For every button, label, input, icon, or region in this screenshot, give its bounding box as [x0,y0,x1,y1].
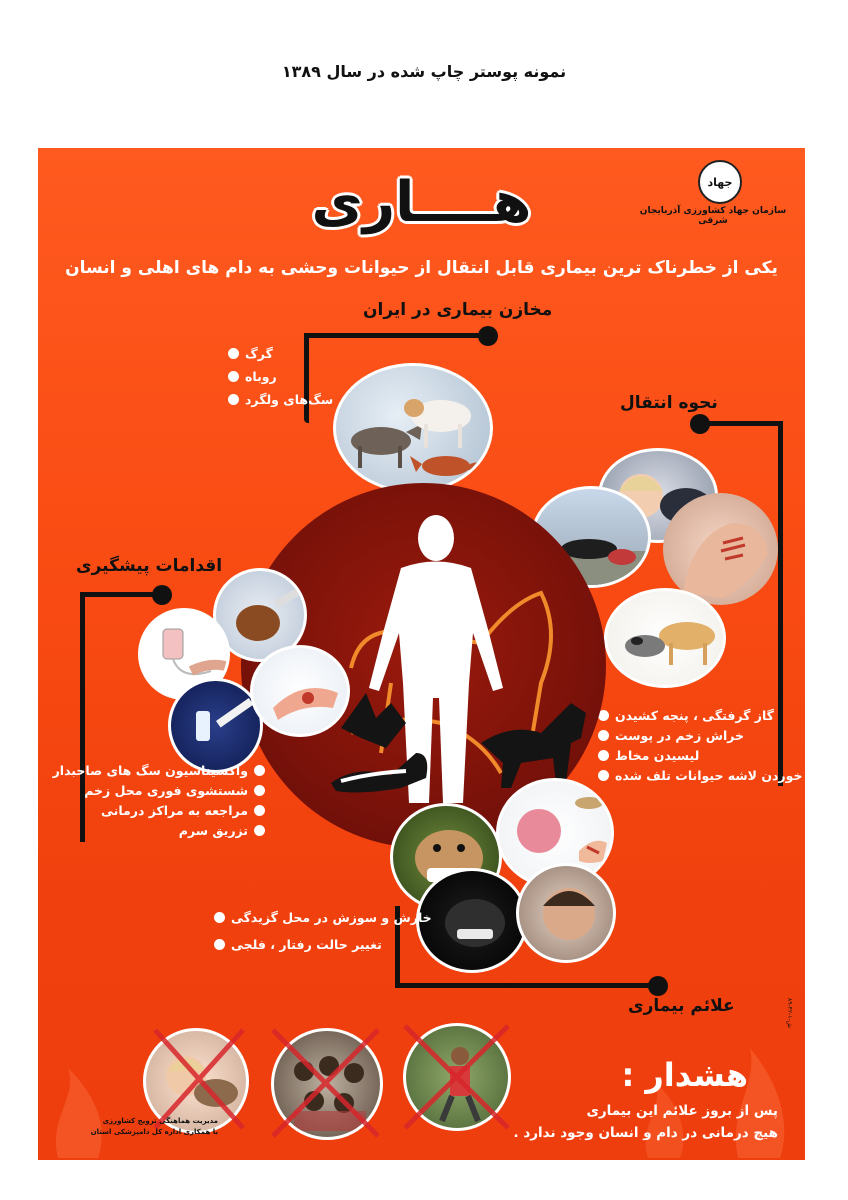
list-item: لیسیدن مخاط [598,748,790,763]
org-logo: جهاد [698,160,742,204]
poster-subtitle: یکی از خطرناک ترین بیماری قابل انتقال از حیوانات وحشی به دام های اهلی و انسان [65,258,778,278]
transmission-line-h [698,421,782,426]
scratched-hand-photo [663,493,778,605]
human-figure-icon [369,515,503,803]
list-item: خوردن لاشه حیوانات تلف شده [598,768,790,783]
list-item: خراش زخم در پوست [598,728,790,743]
poster-title: هــــاری [311,170,532,235]
symptoms-title: علائم بیماری [628,996,735,1016]
credits-line-2: با همکاری اداره کل دامپزشکی استان [90,1128,218,1136]
prevention-line-h [80,592,160,597]
prevention-title: اقدامات پیشگیری [76,556,223,576]
page-caption: نمونه پوستر چاپ شده در سال ۱۳۸۹ [281,62,567,81]
reservoir-animals-photo [333,363,493,493]
wound-wash-photo [250,645,350,737]
list-item: مراجعه به مراکز درمانی [70,803,265,818]
list-item: شستشوی فوری محل زخم [70,783,265,798]
list-item: روباه [228,369,318,384]
list-item: سگ‌های ولگرد [228,392,318,407]
warning-text [478,1100,778,1144]
symptoms-line-h [395,983,655,988]
credits-line-1: مدیریت هماهنگی ترویج کشاورزی [102,1117,218,1125]
transmission-title: نحوه انتقال [620,393,718,413]
list-item: تزریق سرم [70,823,265,838]
headache-person-icon [519,866,616,963]
credits [88,1116,218,1138]
list-item: خارش و سوزش در محل گزیدگی [214,910,408,925]
headache-photo [516,863,616,963]
black-dog-icon [481,703,586,788]
vaccine-vial-photo [168,678,263,773]
rabid-dog-icon [419,871,528,973]
bat-icon [341,693,406,748]
list-item: تغییر حالت رفتار ، فلجی [214,937,408,952]
wolf-dog-fox-icon [336,366,493,493]
transmission-list [598,708,803,783]
rabies-poster [38,148,805,1160]
dog-raccoon-photo [604,588,726,688]
list-item: گاز گرفتگی ، پنجه کشیدن [598,708,790,723]
dog-raccoon-icon [607,591,726,688]
scratched-hand-icon [663,493,778,605]
print-code: ۸۹-۴۲-ش-۱ [786,998,793,1028]
symptoms-list [214,910,432,952]
prevention-list [52,763,265,838]
list-item: گرگ [228,346,318,361]
warning-line-1: پس از بروز علائم این بیماری [586,1103,778,1119]
list-item: واکسیناسیون سگ های صاحبدار [70,763,265,778]
warning-line-2: هیچ درمانی در دام و انسان وجود ندارد . [513,1125,778,1141]
reservoirs-title: مخازن بیماری در ایران [363,300,553,320]
warning-title: هشدار : [621,1056,748,1094]
org-name: سازمان جهاد کشاورزی آذربایجان شرقی [639,206,787,226]
rabid-dog-photo [416,868,528,973]
reservoirs-line-h [306,333,486,338]
reservoirs-list [228,346,334,407]
